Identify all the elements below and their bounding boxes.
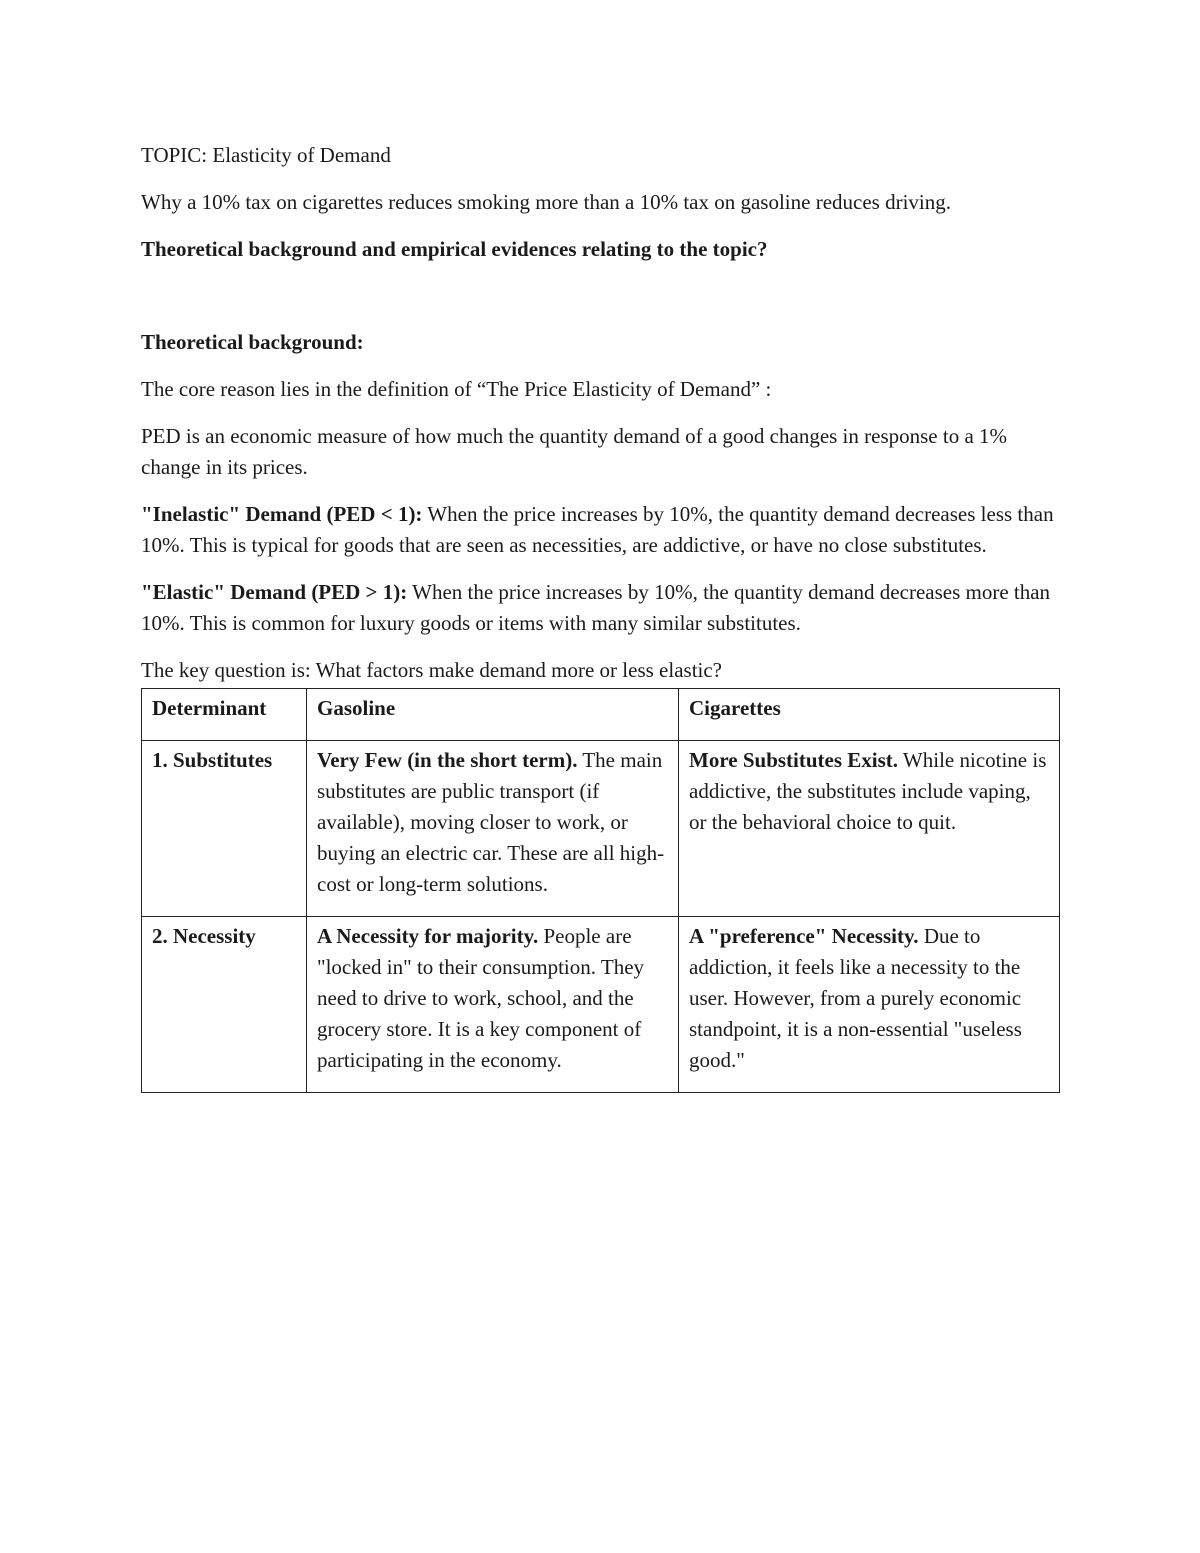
section-question: Theoretical background and empirical evidences relating to the topic? <box>141 237 768 261</box>
header-determinant: Determinant <box>142 689 307 741</box>
header-cigarettes: Cigarettes <box>679 689 1060 741</box>
cigarettes-cell <box>679 917 1060 1093</box>
cigarettes-cell-bold: More Substitutes Exist. <box>689 748 899 772</box>
elastic-text: When the price increases by 10%, the quantity demand decreases more than 10%. This is common for luxury goods or items with many similar substitutes. <box>141 580 1051 635</box>
gasoline-cell <box>307 741 679 917</box>
header-gasoline: Gasoline <box>307 689 679 741</box>
gasoline-cell-text: The main substitutes are public transport (if available), moving closer to work, or buying an electric car. These are all high-cost or long-term solutions. <box>317 748 665 896</box>
theory-heading: Theoretical background: <box>141 330 364 354</box>
inelastic-text: When the price increases by 10%, the quantity demand decreases less than 10%. This is typical for goods that are seen as necessities, are addictive, or have no close substitutes. <box>141 502 1054 557</box>
determinant-cell: 2. Necessity <box>142 917 307 1093</box>
determinants-table <box>141 688 1060 1093</box>
table-header-row <box>142 689 1060 741</box>
gasoline-cell-bold: A Necessity for majority. <box>317 924 539 948</box>
gasoline-cell <box>307 917 679 1093</box>
topic-question: Why a 10% tax on cigarettes reduces smoking more than a 10% tax on gasoline reduces driving. <box>141 190 952 214</box>
key-question-paragraph: The key question is: What factors make demand more or less elastic? <box>141 658 723 682</box>
cigarettes-cell-text: While nicotine is addictive, the substitutes include vaping, or the behavioral choice to quit. <box>689 748 1047 834</box>
core-reason-paragraph: The core reason lies in the definition of “The Price Elasticity of Demand” : <box>141 377 772 401</box>
table-row <box>142 741 1060 917</box>
cigarettes-cell-text: Due to addiction, it feels like a necessity to the user. However, from a purely economic standpoint, it is a non-essential "useless good." <box>689 924 1022 1072</box>
gasoline-cell-bold: Very Few (in the short term). <box>317 748 578 772</box>
topic-line: TOPIC: Elasticity of Demand <box>141 143 391 167</box>
ped-definition-paragraph: PED is an economic measure of how much the quantity demand of a good changes in response to a 1% change in its prices. <box>141 424 1008 479</box>
gasoline-cell-text: People are "locked in" to their consumption. They need to drive to work, school, and the grocery store. It is a key component of participating in the economy. <box>317 924 645 1072</box>
elastic-paragraph <box>141 577 1061 639</box>
table-row <box>142 917 1060 1093</box>
inelastic-label: "Inelastic" Demand (PED < 1): <box>141 502 423 526</box>
cigarettes-cell-bold: A "preference" Necessity. <box>689 924 919 948</box>
cigarettes-cell <box>679 741 1060 917</box>
inelastic-paragraph <box>141 499 1061 561</box>
elastic-label: "Elastic" Demand (PED > 1): <box>141 580 408 604</box>
document-page <box>141 140 1061 1093</box>
determinant-cell: 1. Substitutes <box>142 741 307 917</box>
